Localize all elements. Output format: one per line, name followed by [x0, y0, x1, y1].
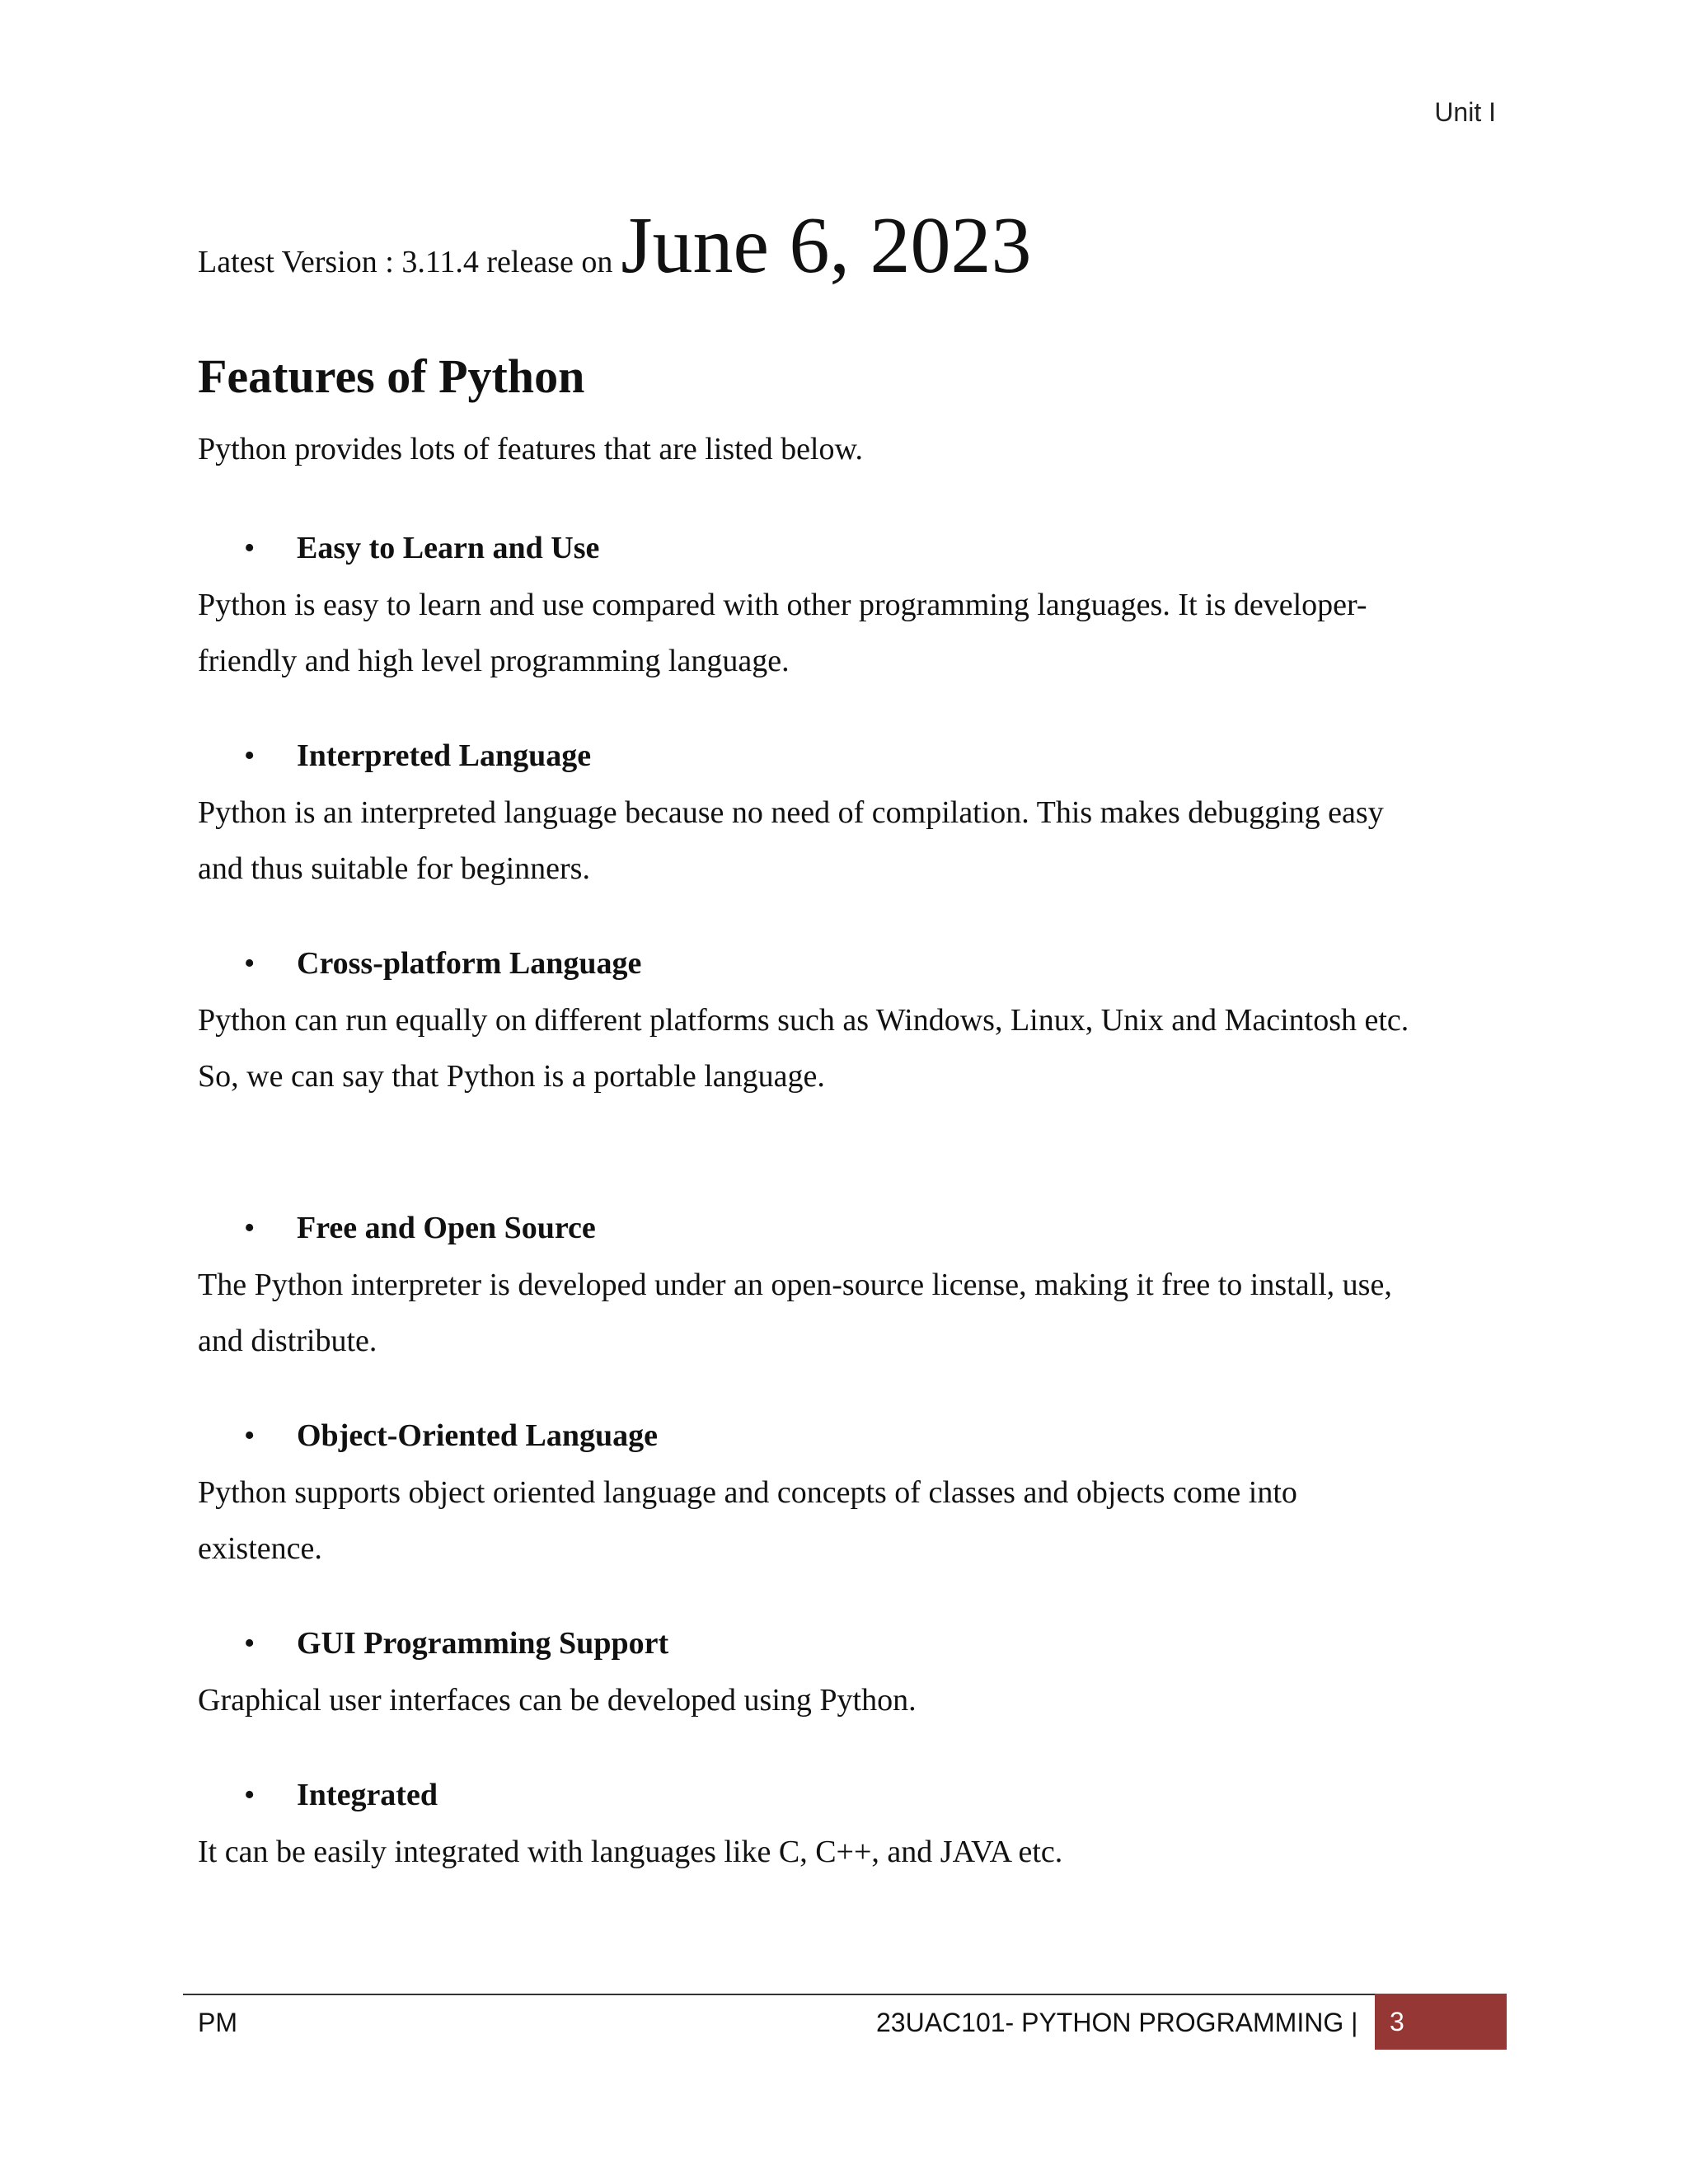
page-number-badge: 3	[1375, 1994, 1507, 2050]
footer-course-title: 23UAC101- PYTHON PROGRAMMING |	[876, 2008, 1358, 2037]
feature-desc-line: Python supports object oriented language and concepts of classes and objects come into	[198, 1475, 1297, 1510]
feature-heading	[198, 1210, 596, 1246]
feature-description	[198, 1257, 1500, 1369]
feature-desc-line: Python can run equally on different platforms such as Windows, Linux, Unix and Macintosh etc.	[198, 1003, 1409, 1038]
feature-description	[198, 992, 1500, 1104]
feature-desc-line: Python is easy to learn and use compared with other programming languages. It is developer-	[198, 588, 1367, 622]
feature-description	[198, 577, 1500, 689]
bullet-icon: •	[244, 738, 256, 773]
feature-title: GUI Programming Support	[297, 1626, 669, 1661]
feature-heading	[198, 1625, 668, 1661]
feature-description	[198, 785, 1500, 897]
feature-desc-line: So, we can say that Python is a portable language.	[198, 1059, 825, 1094]
feature-description	[198, 1465, 1500, 1577]
feature-title: Easy to Learn and Use	[297, 531, 600, 565]
feature-desc-line: existence.	[198, 1531, 322, 1566]
feature-description	[198, 1672, 1500, 1728]
feature-title: Object-Oriented Language	[297, 1418, 659, 1453]
feature-desc-line: Graphical user interfaces can be developed using Python.	[198, 1683, 917, 1718]
feature-description	[198, 1824, 1500, 1880]
feature-title: Interpreted Language	[297, 738, 592, 773]
feature-title: Integrated	[297, 1778, 438, 1812]
feature-title: Cross-platform Language	[297, 946, 642, 981]
bullet-icon: •	[244, 1211, 256, 1245]
feature-desc-line: and distribute.	[198, 1324, 377, 1358]
feature-desc-line: The Python interpreter is developed under an open-source license, making it free to install, use,	[198, 1268, 1392, 1302]
bullet-icon: •	[244, 946, 256, 981]
feature-title: Free and Open Source	[297, 1211, 596, 1245]
feature-heading	[198, 738, 591, 774]
bullet-icon: •	[244, 1626, 256, 1661]
feature-desc-line: Python is an interpreted language because no need of compilation. This makes debugging easy	[198, 795, 1384, 830]
footer-divider	[183, 1994, 1502, 1995]
feature-heading	[198, 945, 641, 982]
feature-desc-line: and thus suitable for beginners.	[198, 851, 590, 886]
section-intro: Python provides lots of features that are listed below.	[198, 432, 863, 466]
feature-heading	[198, 1418, 658, 1454]
feature-heading	[198, 530, 599, 566]
feature-desc-line: It can be easily integrated with languages like C, C++, and JAVA etc.	[198, 1835, 1063, 1869]
feature-heading	[198, 1777, 438, 1813]
page-header-unit: Unit I	[1434, 97, 1496, 127]
feature-desc-line: friendly and high level programming language.	[198, 644, 790, 678]
bullet-icon: •	[244, 1418, 256, 1453]
footer-author: PM	[198, 2008, 237, 2037]
section-title: Features of Python	[198, 349, 585, 403]
bullet-icon: •	[244, 531, 256, 565]
bullet-icon: •	[244, 1778, 256, 1812]
version-prefix: Latest Version : 3.11.4 release on	[198, 245, 613, 279]
latest-version-line	[198, 199, 1032, 292]
release-date: June 6, 2023	[621, 201, 1032, 290]
